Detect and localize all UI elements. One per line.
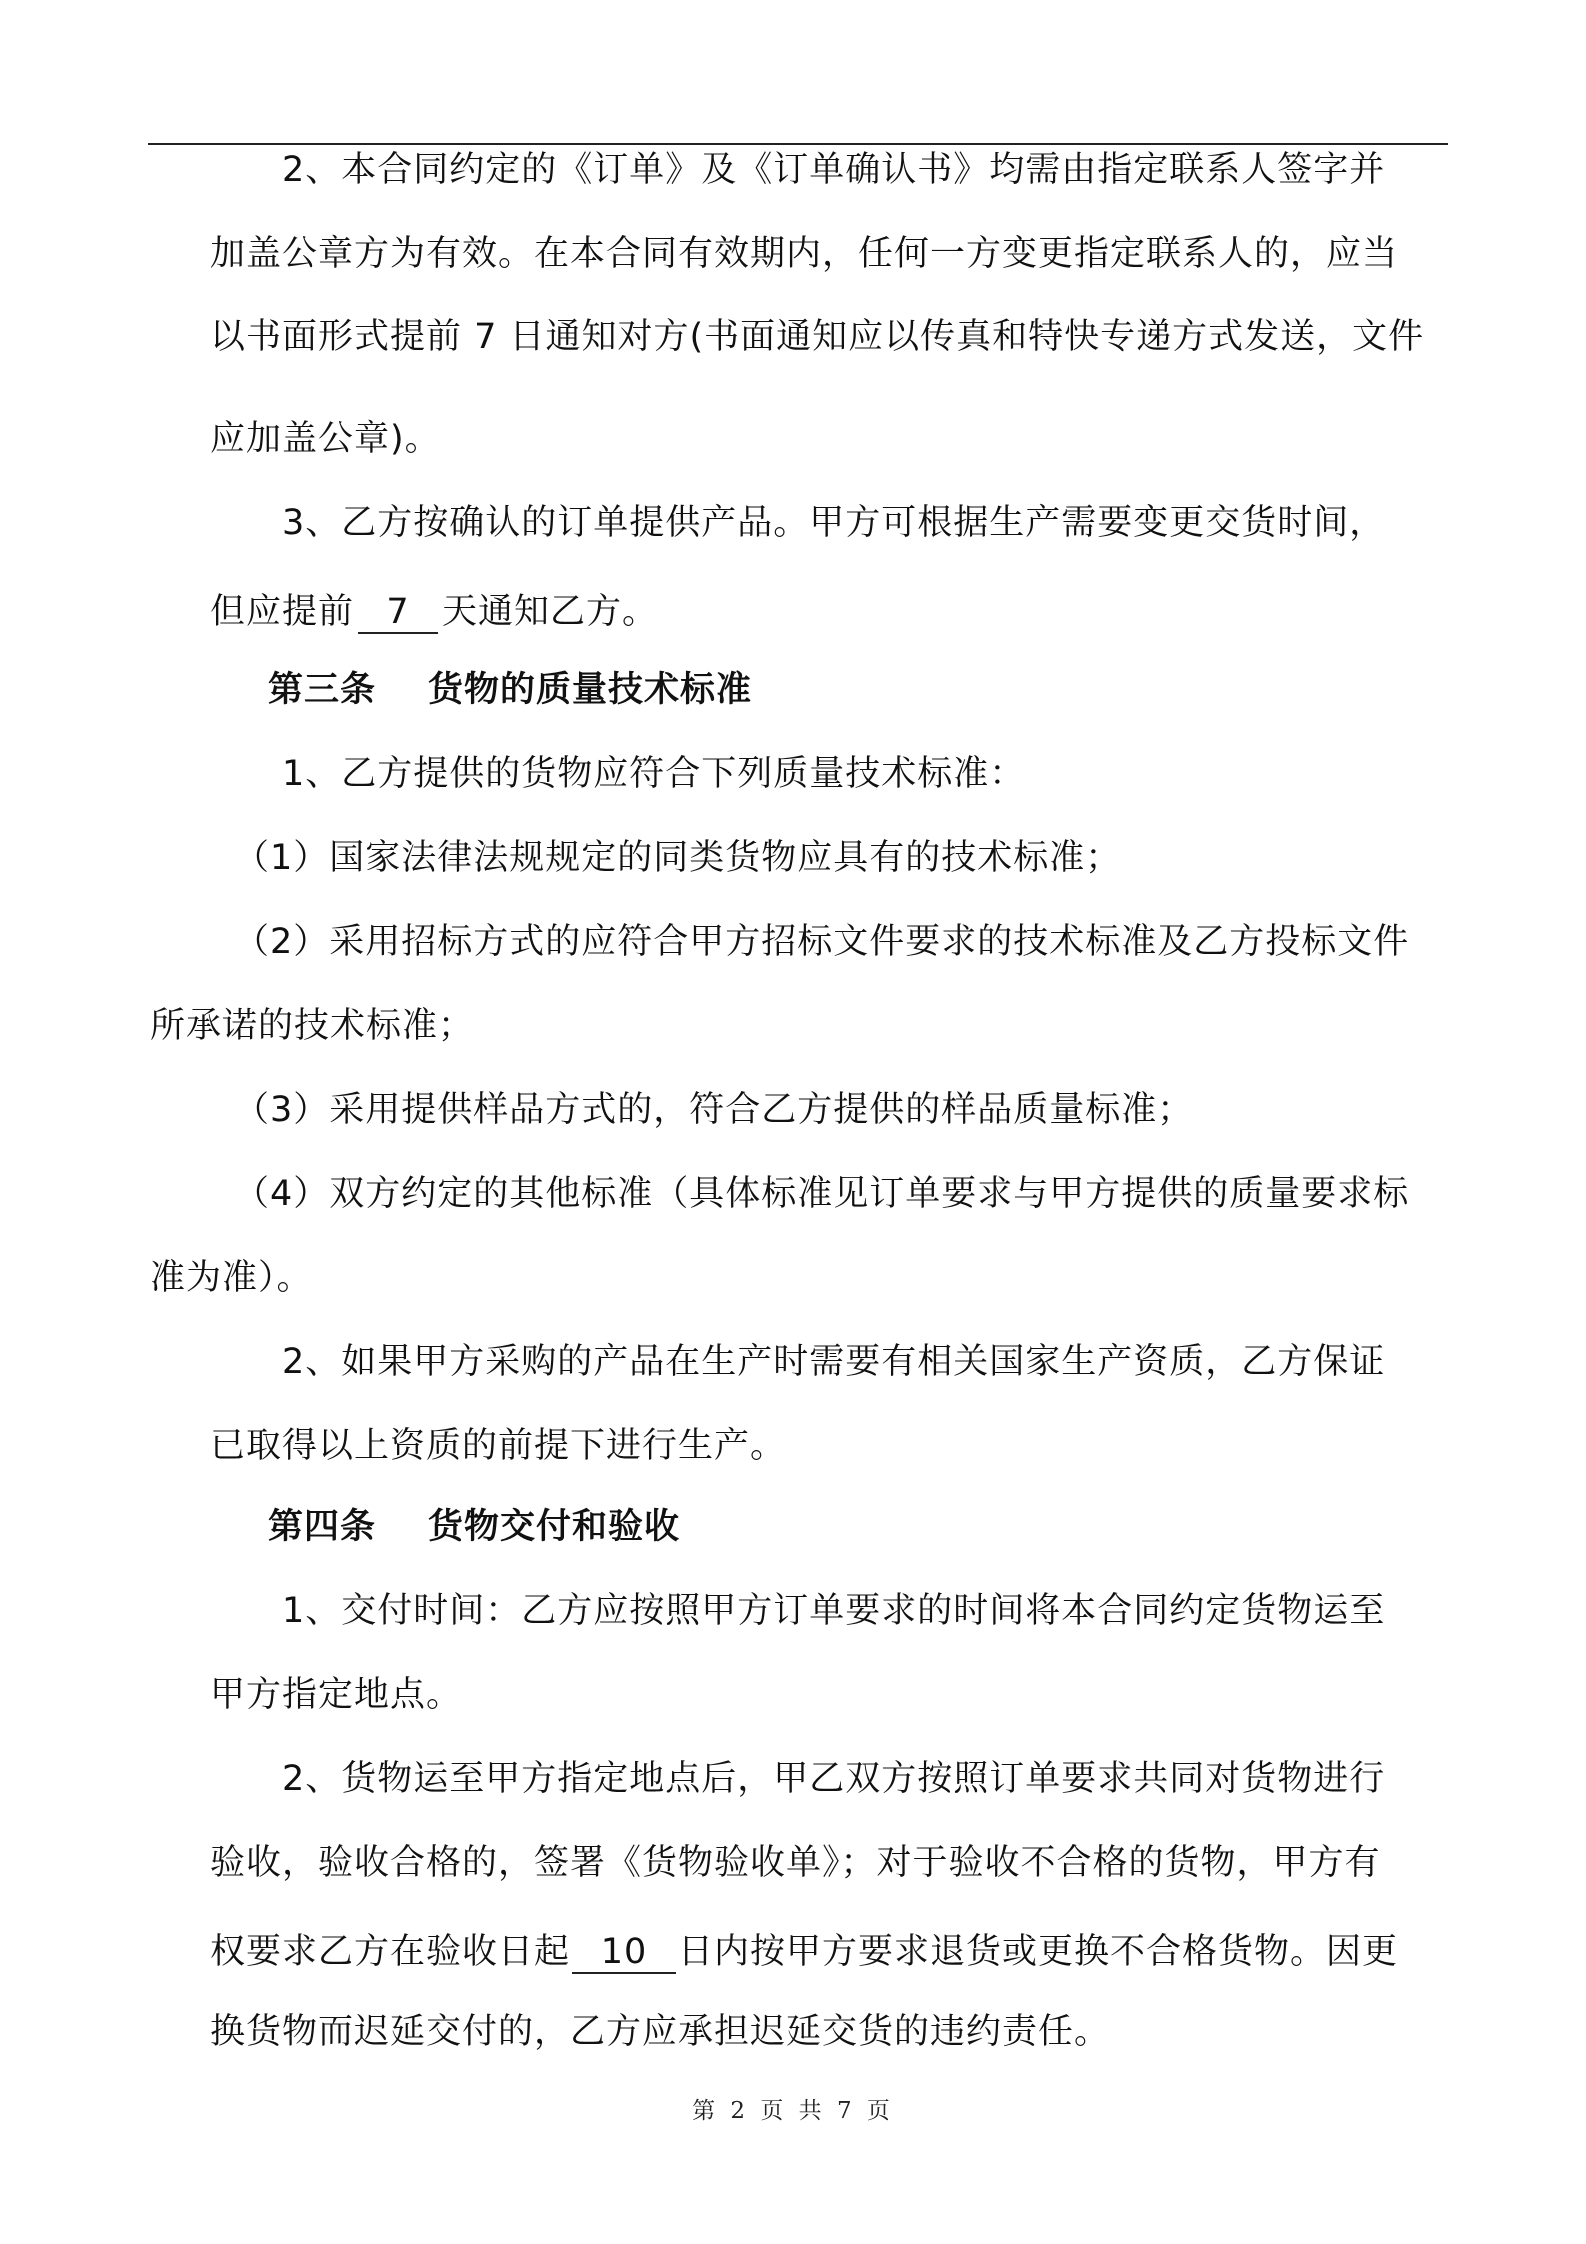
section-4-title: 货物交付和验收 (428, 1507, 681, 1547)
s3-sub-3: （3）采用提供样品方式的，符合乙方提供的样品质量标准； (234, 1090, 1194, 1130)
s3-item-2-line-1: 2、如果甲方采购的产品在生产时需要有相关国家生产资质，乙方保证 (282, 1342, 1386, 1382)
s4-item-2-line-1: 2、货物运至甲方指定地点后，甲乙双方按照订单要求共同对货物进行 (282, 1759, 1386, 1799)
s3-sub-1: （1）国家法律法规规定的同类货物应具有的技术标准； (234, 838, 1122, 878)
s4-item-1-line-1: 1、交付时间：乙方应按照甲方订单要求的时间将本合同约定货物运至 (282, 1591, 1386, 1631)
section-4-number: 第四条 (268, 1507, 377, 1547)
s3-sub-4-line-1: （4）双方约定的其他标准（具体标准见订单要求与甲方提供的质量要求标 (234, 1174, 1410, 1214)
clause-2-line-3: 以书面形式提前 7 日通知对方(书面通知应以传真和特快专递方式发送，文件 (210, 317, 1425, 357)
section-4-heading (268, 1505, 680, 1549)
header-rule (148, 143, 1448, 145)
section-3-number: 第三条 (268, 670, 377, 710)
s3-item-1: 1、乙方提供的货物应符合下列质量技术标准： (282, 754, 1026, 794)
s3-sub-2-line-1: （2）采用招标方式的应符合甲方招标文件要求的技术标准及乙方投标文件 (234, 922, 1410, 962)
section-3-title: 货物的质量技术标准 (428, 670, 753, 710)
clause-3-line-2 (210, 590, 658, 634)
clause-2-line-2: 加盖公章方为有效。在本合同有效期内，任何一方变更指定联系人的，应当 (210, 234, 1399, 274)
clause-3-text-after-blank: 天通知乙方。 (442, 592, 659, 632)
return-days-blank: 10 (572, 1932, 676, 1974)
s3-item-2-line-2: 已取得以上资质的前提下进行生产。 (210, 1426, 787, 1466)
s4-item-2-line-4: 换货物而迟延交付的，乙方应承担迟延交货的违约责任。 (210, 2012, 1111, 2052)
clause-3-line-1: 3、乙方按确认的订单提供产品。甲方可根据生产需要变更交货时间， (282, 503, 1386, 543)
page-footer: 第 2 页 共 7 页 (692, 2098, 894, 2124)
clause-2-line-1: 2、本合同约定的《订单》及《订单确认书》均需由指定联系人签字并 (282, 150, 1386, 190)
s4-text-before-blank: 权要求乙方在验收日起 (210, 1932, 571, 1972)
s4-text-after-blank: 日内按甲方要求退货或更换不合格货物。因更 (678, 1932, 1399, 1972)
section-3-heading (268, 668, 752, 712)
s3-sub-4-line-2: 准为准）。 (150, 1258, 313, 1298)
s4-item-2-line-2: 验收，验收合格的，签署《货物验收单》；对于验收不合格的货物，甲方有 (210, 1843, 1381, 1883)
s3-sub-2-line-2: 所承诺的技术标准； (150, 1006, 475, 1046)
s4-item-1-line-2: 甲方指定地点。 (210, 1675, 463, 1715)
notice-days-blank: 7 (358, 592, 438, 634)
s4-item-2-line-3 (210, 1930, 1398, 1974)
clause-2-line-4: 应加盖公章)。 (210, 419, 441, 459)
clause-3-text-before-blank: 但应提前 (210, 592, 355, 632)
